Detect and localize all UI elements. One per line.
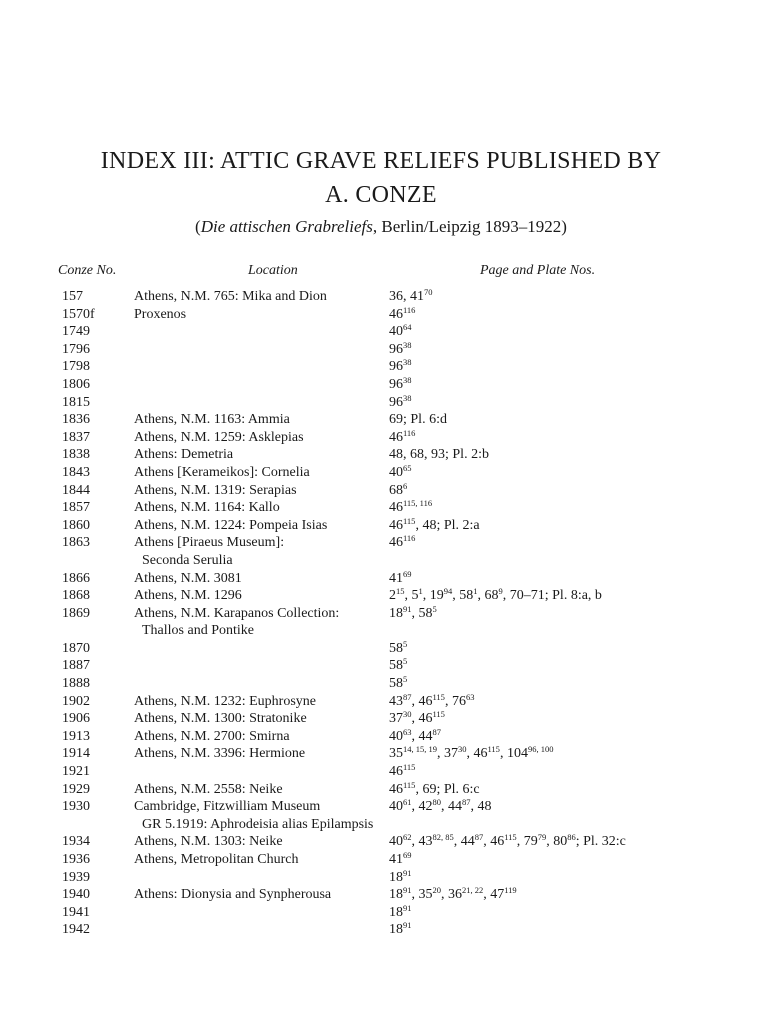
- footnote-superscript: 1: [473, 586, 478, 597]
- location-text: Athens [Piraeus Museum]:: [134, 535, 285, 551]
- index-row: [0, 446, 762, 464]
- column-header-location: Location: [248, 263, 298, 278]
- conze-number: 1843: [62, 464, 90, 480]
- footnote-superscript: 38: [403, 357, 412, 368]
- index-row: [0, 323, 762, 341]
- conze-number: 1836: [62, 412, 90, 428]
- footnote-superscript: 115: [432, 709, 445, 720]
- index-title-line2: A. CONZE: [325, 182, 437, 208]
- location-cell: [134, 675, 384, 693]
- location-cell: [134, 482, 384, 500]
- conze-number: 1863: [62, 535, 90, 551]
- footnote-superscript: 86: [567, 832, 576, 843]
- conze-number: 1815: [62, 394, 90, 410]
- conze-number: 1796: [62, 341, 90, 357]
- location-cell: [134, 306, 384, 324]
- page-plate-refs: $40^{61}$, $42^{80}$, $44^{87}$, 48: [389, 797, 492, 815]
- location-cell: [134, 869, 384, 887]
- index-row: [0, 376, 762, 394]
- footnote-superscript: 62: [403, 832, 412, 843]
- location-text: Athens, Metropolitan Church: [134, 852, 299, 867]
- footnote-superscript: 116: [403, 427, 416, 438]
- location-cell: [134, 781, 384, 799]
- column-header-pages: Page and Plate Nos.: [480, 263, 596, 278]
- location-cell: [134, 605, 384, 640]
- index-row: [0, 517, 762, 535]
- footnote-superscript: 38: [403, 374, 412, 385]
- conze-number: 1930: [62, 799, 90, 815]
- page-plate-refs: $40^{64}$: [389, 322, 412, 340]
- footnote-superscript: 91: [403, 603, 412, 614]
- index-row: [0, 710, 762, 728]
- conze-number: 1844: [62, 482, 90, 498]
- footnote-superscript: 61: [403, 797, 412, 808]
- footnote-superscript: 70: [424, 287, 433, 297]
- location-text: Athens, N.M. 765: Mika and Dion: [134, 289, 327, 304]
- footnote-superscript: 5: [403, 656, 408, 667]
- conze-number: 1749: [62, 324, 90, 340]
- conze-number: 1939: [62, 869, 90, 885]
- footnote-superscript: 21, 22: [462, 885, 484, 896]
- footnote-superscript: 65: [403, 462, 412, 473]
- location-text: Athens [Kerameikos]: Cornelia: [134, 464, 310, 480]
- conze-number: 157: [62, 289, 83, 304]
- location-cell: [134, 728, 384, 746]
- footnote-superscript: 91: [403, 867, 412, 878]
- conze-number: 1570f: [62, 306, 95, 322]
- page-plate-refs: 48, 68, 93; Pl. 2:b: [389, 447, 489, 463]
- index-row: [0, 921, 762, 939]
- subtitle-book-title: Die attischen Grabreliefs: [200, 217, 373, 236]
- conze-number: 1913: [62, 728, 90, 744]
- conze-number: 1934: [62, 834, 90, 850]
- location-text: Athens, N.M. 1164: Kallo: [134, 500, 280, 516]
- index-title-line1: INDEX III: ATTIC GRAVE RELIEFS PUBLISHED BY: [100, 148, 662, 174]
- conze-number: 1887: [62, 658, 90, 674]
- page-plate-refs: $41^{69}$: [389, 850, 412, 867]
- index-row: [0, 288, 762, 306]
- subtitle-open-paren: (: [195, 217, 201, 236]
- subtitle-publication: , Berlin/Leipzig 1893–1922): [372, 217, 567, 236]
- footnote-superscript: 119: [504, 885, 517, 896]
- location-text: Athens, N.M. 2700: Smirna: [134, 728, 290, 744]
- index-row: [0, 798, 762, 833]
- footnote-superscript: 5: [403, 674, 408, 685]
- index-row: [0, 833, 762, 851]
- footnote-superscript: 87: [432, 726, 441, 737]
- index-row: [0, 587, 762, 605]
- conze-number: 1798: [62, 359, 90, 375]
- location-cell: [134, 323, 384, 341]
- conze-number: 1940: [62, 887, 90, 903]
- page-plate-refs: $58^5$: [389, 656, 408, 674]
- index-row: [0, 358, 762, 376]
- location-cell: [134, 499, 384, 517]
- footnote-superscript: 91: [403, 902, 412, 913]
- footnote-superscript: 94: [443, 586, 453, 597]
- footnote-superscript: 38: [403, 392, 412, 403]
- index-table: [0, 288, 762, 939]
- location-text: Athens, N.M. 1303: Neike: [134, 834, 283, 850]
- location-cell: [134, 288, 384, 306]
- conze-number: 1860: [62, 517, 90, 533]
- page-plate-refs: $18^{91}$: [389, 867, 412, 885]
- page-plate-refs: $46^{115}$, 69; Pl. 6:c: [389, 779, 480, 797]
- page-plate-refs: $96^{38}$: [389, 357, 412, 375]
- index-subtitle: [0, 217, 762, 237]
- conze-number: 1906: [62, 711, 90, 727]
- page-plate-refs: $18^{91}$: [389, 902, 412, 920]
- index-row: [0, 886, 762, 904]
- location-text: Athens, N.M. 1296: [134, 588, 242, 604]
- location-cell: [134, 429, 384, 447]
- footnote-superscript: 115: [403, 515, 416, 526]
- footnote-superscript: 30: [458, 744, 467, 755]
- page-plate-refs: $96^{38}$: [389, 374, 412, 392]
- page-plate-refs: $46^{116}$: [389, 427, 416, 445]
- index-row: [0, 728, 762, 746]
- location-cell: [134, 570, 384, 588]
- location-text: Proxenos: [134, 306, 187, 322]
- footnote-superscript: 115: [403, 779, 416, 790]
- location-text: Athens, N.M. 3396: Hermione: [134, 746, 306, 762]
- location-cell: [134, 745, 384, 763]
- page-plate-refs: $37^{30}$, $46^{115}$: [389, 709, 445, 727]
- footnote-superscript: 1: [418, 586, 423, 597]
- page-plate-refs: $40^{63}$, $44^{87}$: [389, 726, 441, 744]
- footnote-superscript: 82, 85: [432, 832, 454, 843]
- footnote-superscript: 5: [403, 638, 408, 649]
- footnote-superscript: 116: [403, 304, 416, 315]
- footnote-superscript: 115: [487, 744, 500, 755]
- conze-number: 1806: [62, 376, 90, 392]
- location-cell: [134, 358, 384, 376]
- footnote-superscript: 79: [537, 832, 547, 843]
- location-cell: [134, 411, 384, 429]
- footnote-superscript: 69: [403, 568, 412, 579]
- location-text: Athens, N.M. 1319: Serapias: [134, 482, 297, 498]
- index-row: [0, 429, 762, 447]
- location-cell: [134, 464, 384, 482]
- location-text: Athens, N.M. 1232: Euphrosyne: [134, 693, 316, 709]
- page-plate-refs: $96^{38}$: [389, 339, 412, 357]
- location-cell: [134, 534, 384, 569]
- footnote-superscript: 30: [403, 709, 412, 720]
- location-cell: [134, 394, 384, 412]
- location-text-continued: GR 5.1919: Aphrodeisia alias Epilampsis: [142, 816, 374, 832]
- page-plate-refs: $2^{15}$, $5^1$, $19^{94}$, $58^1$, $68^9$, 70–71; Pl. 8:a, b: [389, 586, 602, 604]
- conze-number: 1868: [62, 588, 90, 604]
- conze-number: 1888: [62, 676, 90, 692]
- page-plate-refs: 46$^{115, 116}$: [389, 498, 433, 516]
- conze-number: 1929: [62, 781, 90, 797]
- footnote-superscript: 87: [462, 797, 471, 808]
- footnote-superscript: 15: [396, 586, 405, 597]
- location-text: Athens, N.M. 1163: Ammia: [134, 412, 290, 428]
- index-row: [0, 499, 762, 517]
- location-text-continued: Thallos and Pontike: [142, 623, 254, 639]
- footnote-superscript: 91: [403, 885, 412, 896]
- index-row: [0, 675, 762, 693]
- location-cell: [134, 446, 384, 464]
- conze-number: 1921: [62, 764, 90, 780]
- page-plate-refs: $43^{87}$, $46^{115}$, $76^{63}$: [389, 691, 475, 709]
- page-plate-refs: $18^{91}$, $58^5$: [389, 603, 437, 621]
- index-row: [0, 781, 762, 799]
- page-plate-refs: $96^{38}$: [389, 392, 412, 410]
- location-cell: [134, 710, 384, 728]
- footnote-superscript: 80: [432, 797, 441, 808]
- footnote-superscript: 63: [465, 691, 475, 702]
- footnote-superscript: 115, 116: [403, 498, 433, 509]
- index-row: [0, 464, 762, 482]
- footnote-superscript: 116: [403, 533, 416, 544]
- footnote-superscript: 63: [403, 726, 412, 737]
- location-cell: [134, 763, 384, 781]
- conze-number: 1870: [62, 640, 90, 656]
- index-row: [0, 693, 762, 711]
- footnote-superscript: 5: [432, 603, 437, 614]
- index-row: [0, 640, 762, 658]
- conze-number: 1941: [62, 904, 90, 920]
- page-plate-refs: 69; Pl. 6:d: [389, 412, 447, 428]
- page-plate-refs: 35$^{14, 15, 19}$, $37^{30}$, $46^{115}$, 104$^{96, 100}$: [389, 744, 554, 762]
- index-row: [0, 306, 762, 324]
- page-plate-refs: $18^{91}$: [389, 920, 412, 938]
- index-row: [0, 394, 762, 412]
- index-row: [0, 869, 762, 887]
- index-row: [0, 605, 762, 640]
- footnote-superscript: 96, 100: [527, 744, 554, 755]
- location-text-continued: Seconda Serulia: [142, 552, 233, 568]
- conze-number: 1838: [62, 447, 90, 463]
- page-plate-refs: $68^6$: [389, 480, 408, 498]
- conze-number: 1866: [62, 570, 90, 586]
- location-text: Athens, N.M. 1300: Stratonike: [134, 711, 307, 727]
- conze-number: 1902: [62, 693, 90, 709]
- footnote-superscript: 69: [403, 850, 412, 860]
- page-plate-refs: $46^{116}$: [389, 304, 416, 322]
- index-row: [0, 534, 762, 569]
- location-text: Athens, N.M. 1259: Asklepias: [134, 429, 304, 445]
- page-plate-refs: 36, $41^{70}$: [389, 287, 433, 304]
- location-cell: [134, 833, 384, 851]
- footnote-superscript: 9: [498, 586, 503, 597]
- conze-number: 1857: [62, 500, 90, 516]
- location-cell: [134, 904, 384, 922]
- index-row: [0, 482, 762, 500]
- conze-number: 1936: [62, 852, 90, 867]
- location-text: Athens: Dionysia and Synpherousa: [134, 887, 332, 903]
- index-row: [0, 570, 762, 588]
- footnote-superscript: 87: [403, 691, 412, 702]
- location-text: Athens: Demetria: [134, 447, 234, 463]
- page-plate-refs: $18^{91}$, $35^{20}$, 36$^{21, 22}$, $47^{119}$: [389, 885, 517, 903]
- location-text: Athens, N.M. 2558: Neike: [134, 781, 283, 797]
- page-plate-refs: $46^{115}$, 48; Pl. 2:a: [389, 515, 480, 533]
- page-plate-refs: $58^5$: [389, 638, 408, 656]
- footnote-superscript: 115: [432, 691, 445, 702]
- location-cell: [134, 657, 384, 675]
- location-cell: [134, 798, 384, 833]
- index-row: [0, 851, 762, 869]
- footnote-superscript: 115: [403, 762, 416, 773]
- page-plate-refs: $46^{115}$: [389, 762, 416, 780]
- location-text: Athens, N.M. Karapanos Collection:: [134, 605, 340, 621]
- location-text: Cambridge, Fitzwilliam Museum: [134, 799, 321, 815]
- page-plate-refs: $41^{69}$: [389, 568, 412, 586]
- location-cell: [134, 921, 384, 939]
- location-cell: [134, 851, 384, 869]
- conze-number: 1914: [62, 746, 90, 762]
- column-header-conze-no: Conze No.: [58, 263, 117, 278]
- footnote-superscript: 20: [432, 885, 441, 896]
- index-row: [0, 763, 762, 781]
- footnote-superscript: 91: [403, 920, 412, 931]
- index-row: [0, 904, 762, 922]
- location-cell: [134, 341, 384, 359]
- index-row: [0, 411, 762, 429]
- location-text: Athens, N.M. 1224: Pompeia Isias: [134, 517, 328, 533]
- conze-number: 1942: [62, 922, 90, 938]
- page-plate-refs: $40^{62}$, 43$^{82, 85}$, $44^{87}$, $46^{115}$, $79^{79}$, $80^{86}$; Pl. 32:c: [389, 832, 626, 850]
- location-cell: [134, 886, 384, 904]
- location-cell: [134, 587, 384, 605]
- footnote-superscript: 6: [403, 480, 408, 491]
- footnote-superscript: 38: [403, 339, 412, 350]
- location-cell: [134, 376, 384, 394]
- footnote-superscript: 87: [474, 832, 484, 843]
- index-row: [0, 745, 762, 763]
- location-cell: [134, 517, 384, 535]
- location-cell: [134, 693, 384, 711]
- location-cell: [134, 640, 384, 658]
- footnote-superscript: 115: [504, 832, 517, 843]
- conze-number: 1869: [62, 605, 90, 621]
- page-plate-refs: $40^{65}$: [389, 462, 412, 480]
- page-plate-refs: $58^5$: [389, 674, 408, 692]
- index-row: [0, 657, 762, 675]
- footnote-superscript: 64: [403, 322, 412, 333]
- index-row: [0, 341, 762, 359]
- conze-number: 1837: [62, 429, 90, 445]
- page-plate-refs: $46^{116}$: [389, 533, 416, 551]
- location-text: Athens, N.M. 3081: [134, 570, 242, 586]
- footnote-superscript: 14, 15, 19: [403, 744, 437, 755]
